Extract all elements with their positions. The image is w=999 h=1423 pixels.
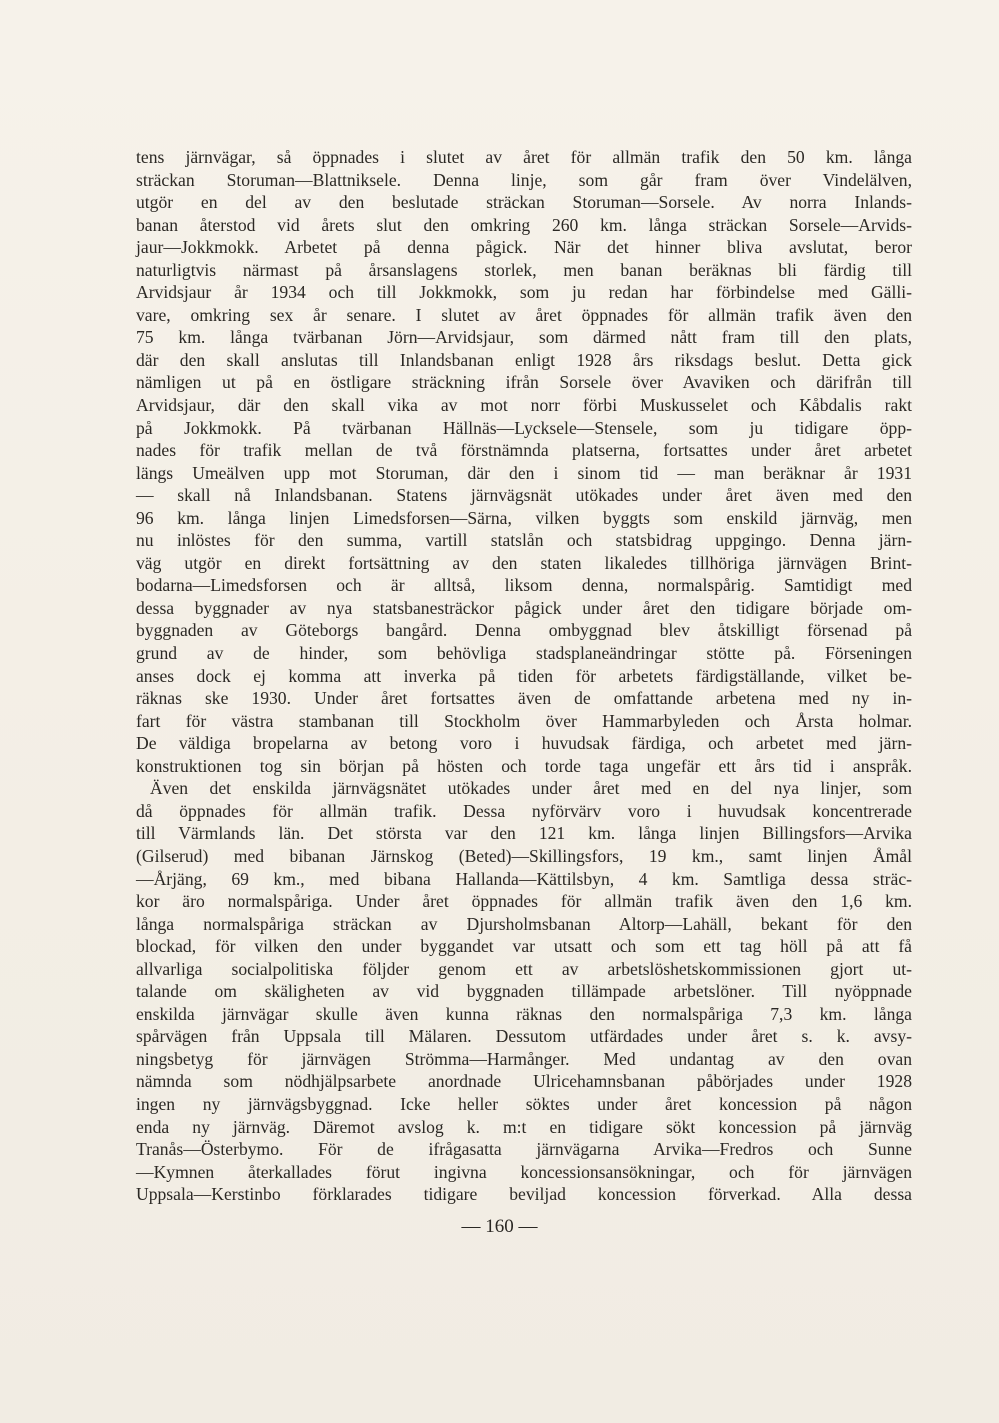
text-line: konstruktionen tog sin början på hösten och torde taga ungefär ett års tid i anspråk. — [136, 755, 912, 776]
text-line: (Gilserud) med bibanan Järnskog (Beted)—Skillingsfors, 19 km., samt linjen Åmål — [136, 845, 912, 866]
text-line: anses dock ej komma att inverka på tiden för arbetets färdigställande, vilket be- — [136, 665, 912, 686]
text-line: grund av de hinder, som behövliga stadsplaneändringar stötte på. Förseningen — [136, 643, 912, 664]
text-line: utgör en del av den beslutade sträckan Storuman—Sorsele. Av norra Inlands- — [136, 192, 912, 213]
text-line: nades för trafik mellan de två förstnämnda platserna, fortsattes under året arbetet — [136, 440, 912, 461]
text-line: allvarliga socialpolitiska följder genom ett av arbetslöshetskommissionen gjort ut- — [136, 958, 912, 979]
text-line: Arvidsjaur år 1934 och till Jokkmokk, som ju redan har förbindelse med Gälli- — [136, 282, 912, 303]
text-line: längs Umeälven upp mot Storuman, där den i sinom tid — man beräknar år 1931 — [136, 462, 912, 483]
text-line: då öppnades för allmän trafik. Dessa nyförvärv voro i huvudsak koncentrerade — [136, 800, 912, 821]
text-line: —Årjäng, 69 km., med bibana Hallanda—Kättilsbyn, 4 km. Samtliga dessa sträc- — [136, 868, 912, 889]
text-line: enda ny järnväg. Däremot avslog k. m:t en tidigare sökt koncession på järnväg — [136, 1116, 912, 1137]
text-line: blockad, för vilken den under byggandet var utsatt och som ett tag höll på att få — [136, 936, 912, 957]
text-line: bodarna—Limedsforsen och är alltså, liksom denna, normalspårig. Samtidigt med — [136, 575, 912, 596]
text-line: banan återstod vid årets slut den omkring 260 km. långa sträckan Sorsele—Arvids- — [136, 214, 912, 235]
text-line: tens järnvägar, så öppnades i slutet av året för allmän trafik den 50 km. långa — [136, 147, 912, 167]
text-line: naturligtvis närmast på årsanslagens storlek, men banan beräknas bli färdig till — [136, 259, 912, 280]
text-line: enskilda järnvägar skulle även kunna räknas den normalspåriga 7,3 km. långa — [136, 1003, 912, 1024]
text-line: ingen ny järnvägsbyggnad. Icke heller söktes under året koncession på någon — [136, 1093, 912, 1114]
text-line: Arvidsjaur, där den skall vika av mot norr förbi Muskusselet och Kåbdalis rakt — [136, 395, 912, 416]
body-text — [136, 146, 912, 1206]
text-line: De väldiga bropelarna av betong voro i huvudsak färdiga, och arbetet med järn- — [136, 733, 912, 754]
text-line: dessa byggnader av nya statsbanesträckor pågick under året den tidigare började om- — [136, 597, 912, 618]
text-line: nämnda som nödhjälpsarbete anordnade Ulricehamnsbanan påbörjades under 1928 — [136, 1071, 912, 1092]
text-line: räknas ske 1930. Under året fortsattes även de omfattande arbetena med ny in- — [136, 688, 912, 709]
text-line: sträckan Storuman—Blattniksele. Denna linje, som går fram över Vindelälven, — [136, 169, 912, 190]
text-line: kor äro normalspåriga. Under året öppnades för allmän trafik även den 1,6 km. — [136, 891, 912, 912]
text-line: väg utgör en direkt fortsättning av den staten likaledes tillhöriga järnvägen Brint- — [136, 552, 912, 573]
text-line: 75 km. långa tvärbanan Jörn—Arvidsjaur, som därmed nått fram till den plats, — [136, 327, 912, 348]
text-line: Uppsala—Kerstinbo förklarades tidigare beviljad koncession förverkad. Alla dessa — [136, 1184, 912, 1205]
text-line: —Kymnen återkallades förut ingivna koncessionsansökningar, och för järnvägen — [136, 1161, 912, 1182]
text-line: på Jokkmokk. På tvärbanan Hällnäs—Lycksele—Stensele, som ju tidigare öpp- — [136, 417, 912, 438]
text-line: nämligen ut på en östligare sträckning ifrån Sorsele över Avaviken och därifrån till — [136, 372, 912, 393]
text-line: till Värmlands län. Det största var den 121 km. långa linjen Billingsfors—Arvika — [136, 823, 912, 844]
text-line: — skall nå Inlandsbanan. Statens järnvägsnät utökades under året även med den — [136, 485, 912, 506]
text-line: vare, omkring sex år senare. I slutet av året öppnades för allmän trafik även den — [136, 304, 912, 325]
text-line: 96 km. långa linjen Limedsforsen—Särna, vilken byggts som enskild järnväg, men — [136, 507, 912, 528]
text-line: fart för västra stambanan till Stockholm över Hammarbyleden och Årsta holmar. — [136, 710, 912, 731]
text-line: Tranås—Österbymo. För de ifrågasatta järnvägarna Arvika—Fredros och Sunne — [136, 1139, 912, 1160]
page-number: — 160 — — [461, 1216, 538, 1237]
text-line: byggnaden av Göteborgs bangård. Denna ombyggnad blev åtskilligt försenad på — [136, 620, 912, 641]
text-line: spårvägen från Uppsala till Mälaren. Dessutom utfärdades under året s. k. avsy- — [136, 1026, 912, 1047]
text-line: nu inlöstes för den summa, vartill statslån och statsbidrag uppgingo. Denna järn- — [136, 530, 912, 551]
text-line: jaur—Jokkmokk. Arbetet på denna pågick. När det hinner bliva avslutat, beror — [136, 237, 912, 258]
text-line: där den skall anslutas till Inlandsbanan enligt 1928 års riksdags beslut. Detta gick — [136, 349, 912, 370]
text-line: Även det enskilda järnvägsnätet utökades under året med en del nya linjer, som — [150, 778, 912, 799]
text-line: talande om skäligheten av vid byggnaden tillämpade arbetslöner. Till nyöppnade — [136, 981, 912, 1002]
text-line: långa normalspåriga sträckan av Djursholmsbanan Altorp—Lahäll, bekant för den — [136, 913, 912, 934]
text-line: ningsbetyg för järnvägen Strömma—Harmånger. Med undantag av den ovan — [136, 1048, 912, 1069]
